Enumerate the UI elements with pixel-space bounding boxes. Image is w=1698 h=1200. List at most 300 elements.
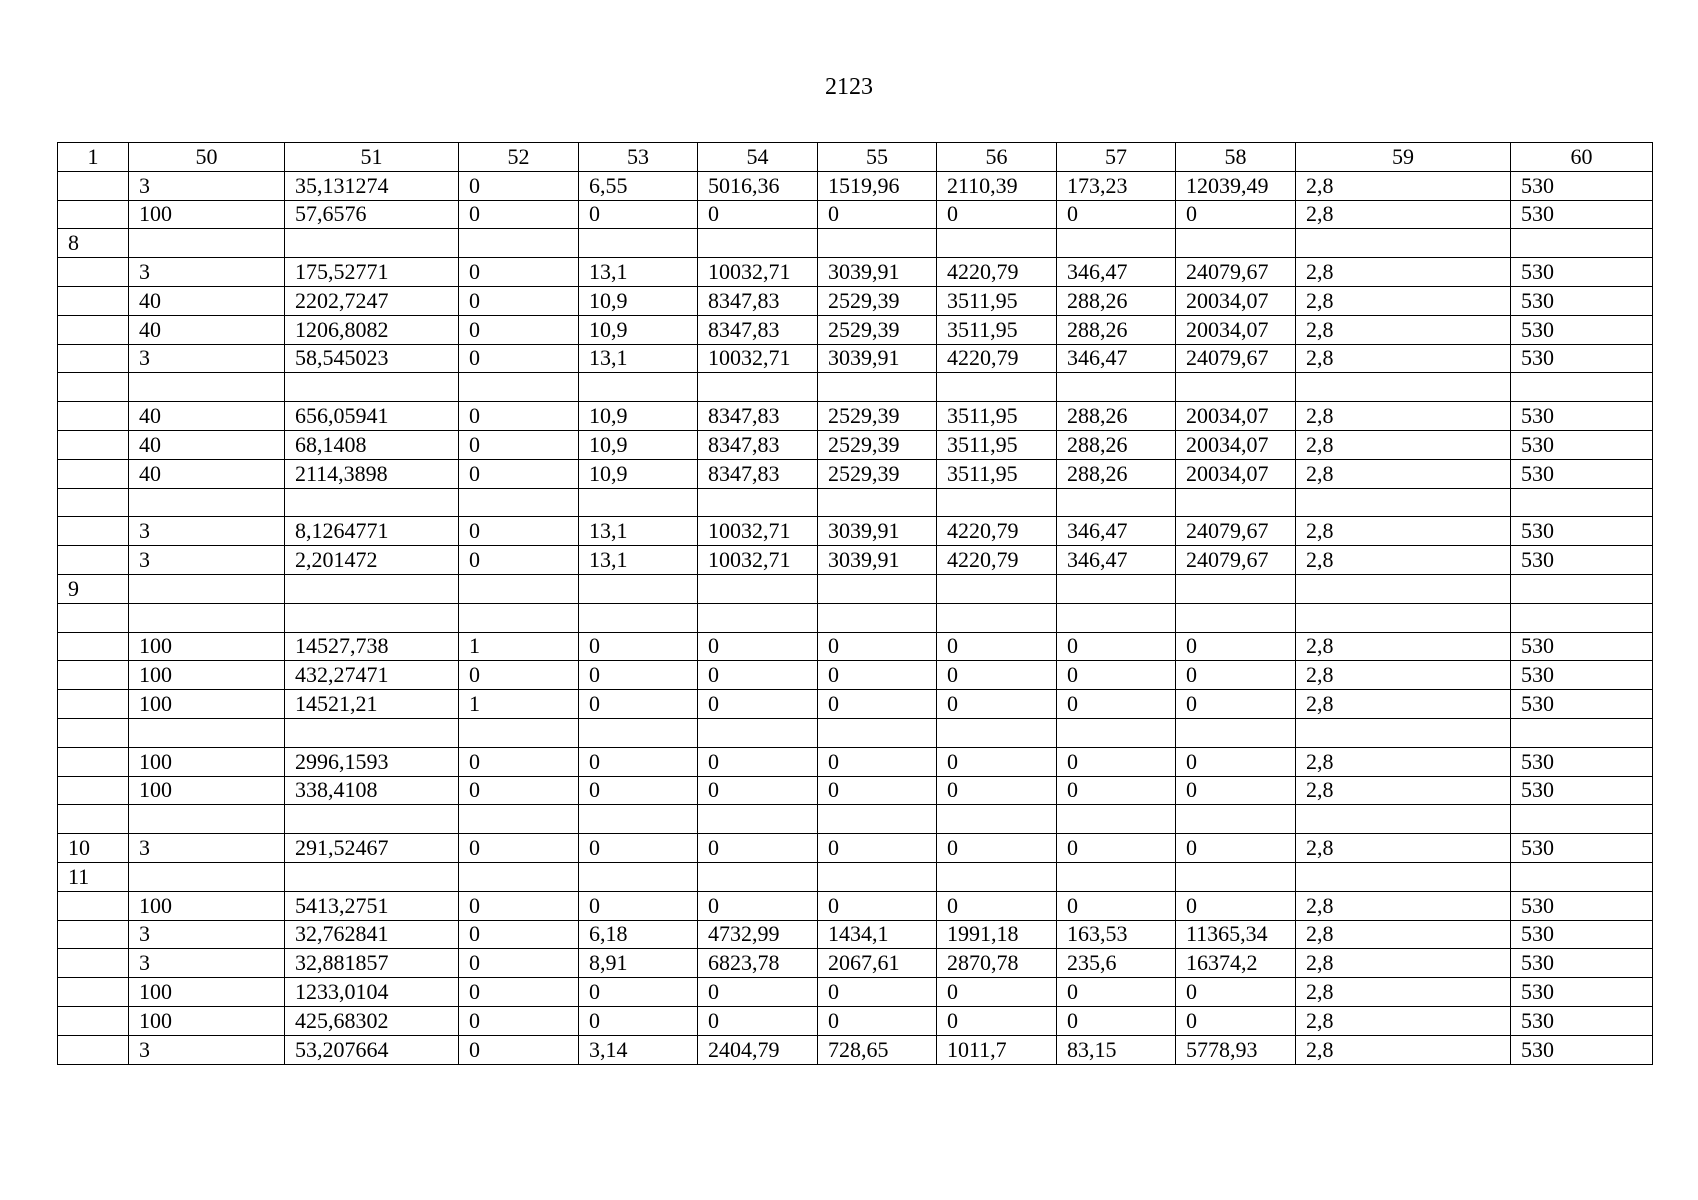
table-cell	[58, 1006, 129, 1035]
table-cell: 530	[1511, 776, 1653, 805]
table-cell	[818, 488, 937, 517]
table-cell: 0	[937, 1006, 1057, 1035]
table-cell: 3511,95	[937, 459, 1057, 488]
table-cell: 0	[698, 891, 818, 920]
table-cell: 0	[459, 517, 579, 546]
table-cell: 13,1	[579, 546, 698, 575]
table-cell: 530	[1511, 1035, 1653, 1064]
table-row	[58, 286, 1653, 315]
table-cell	[58, 517, 129, 546]
table-cell	[1057, 862, 1176, 891]
table-row	[58, 632, 1653, 661]
table-cell	[459, 862, 579, 891]
table-cell	[129, 718, 285, 747]
table-cell: 0	[459, 776, 579, 805]
table-cell: 0	[1176, 632, 1296, 661]
table-cell	[1296, 603, 1511, 632]
table-cell: 8	[58, 229, 129, 258]
table-cell: 0	[698, 661, 818, 690]
table-cell: 3	[129, 344, 285, 373]
table-cell: 1991,18	[937, 920, 1057, 949]
table-cell: 0	[579, 776, 698, 805]
table-cell	[1176, 574, 1296, 603]
table-cell	[58, 661, 129, 690]
table-cell: 100	[129, 891, 285, 920]
table-cell: 0	[459, 459, 579, 488]
table-cell: 5016,36	[698, 171, 818, 200]
table-cell	[937, 574, 1057, 603]
table-cell: 20034,07	[1176, 286, 1296, 315]
table-cell: 2,8	[1296, 834, 1511, 863]
table-cell: 0	[698, 776, 818, 805]
table-cell: 3511,95	[937, 286, 1057, 315]
table-cell: 2,8	[1296, 546, 1511, 575]
table-cell: 8,1264771	[285, 517, 459, 546]
table-cell: 530	[1511, 834, 1653, 863]
table-cell	[58, 920, 129, 949]
table-cell	[937, 488, 1057, 517]
table-cell: 2529,39	[818, 430, 937, 459]
table-cell	[285, 862, 459, 891]
table-cell: 100	[129, 776, 285, 805]
table-cell: 530	[1511, 286, 1653, 315]
table-cell	[459, 718, 579, 747]
table-cell: 10032,71	[698, 258, 818, 287]
table-cell: 346,47	[1057, 344, 1176, 373]
table-cell: 0	[459, 402, 579, 431]
table-cell: 1519,96	[818, 171, 937, 200]
table-cell: 0	[937, 200, 1057, 229]
table-cell: 346,47	[1057, 258, 1176, 287]
table-cell	[579, 805, 698, 834]
table-cell: 0	[698, 200, 818, 229]
table-cell	[818, 603, 937, 632]
table-cell	[818, 373, 937, 402]
table-row	[58, 171, 1653, 200]
table-cell	[1296, 229, 1511, 258]
table-cell: 0	[1057, 978, 1176, 1007]
table-cell	[818, 862, 937, 891]
table-cell: 173,23	[1057, 171, 1176, 200]
table-cell	[58, 978, 129, 1007]
table-cell: 3	[129, 171, 285, 200]
table-cell: 8347,83	[698, 430, 818, 459]
table-cell: 4220,79	[937, 517, 1057, 546]
table-cell: 530	[1511, 517, 1653, 546]
table-cell: 24079,67	[1176, 344, 1296, 373]
table-cell: 68,1408	[285, 430, 459, 459]
table-cell	[58, 949, 129, 978]
table-cell	[129, 603, 285, 632]
table-cell: 8347,83	[698, 286, 818, 315]
table-cell: 0	[579, 978, 698, 1007]
table-cell	[285, 574, 459, 603]
table-cell: 2404,79	[698, 1035, 818, 1064]
table-cell: 2,8	[1296, 978, 1511, 1007]
column-header: 57	[1057, 143, 1176, 172]
table-cell: 0	[579, 1006, 698, 1035]
table-cell	[129, 229, 285, 258]
table-cell: 100	[129, 632, 285, 661]
table-cell: 3511,95	[937, 402, 1057, 431]
table-cell: 0	[818, 776, 937, 805]
table-cell: 0	[1057, 776, 1176, 805]
table-cell	[1296, 373, 1511, 402]
table-cell: 13,1	[579, 517, 698, 546]
table-cell	[937, 229, 1057, 258]
table-row	[58, 1006, 1653, 1035]
table-cell: 3039,91	[818, 258, 937, 287]
table-cell	[1176, 229, 1296, 258]
column-header: 50	[129, 143, 285, 172]
table-cell: 0	[1057, 200, 1176, 229]
table-row	[58, 1035, 1653, 1064]
table-row	[58, 258, 1653, 287]
table-cell: 0	[459, 430, 579, 459]
table-cell: 0	[459, 315, 579, 344]
table-cell: 2114,3898	[285, 459, 459, 488]
table-header	[58, 143, 1653, 172]
table-cell	[58, 200, 129, 229]
table-cell: 530	[1511, 315, 1653, 344]
table-cell: 100	[129, 200, 285, 229]
table-cell: 3	[129, 834, 285, 863]
table-cell	[698, 373, 818, 402]
table-cell	[58, 1035, 129, 1064]
table-cell: 2,8	[1296, 402, 1511, 431]
table-cell: 0	[818, 891, 937, 920]
table-cell: 530	[1511, 891, 1653, 920]
table-cell: 0	[937, 891, 1057, 920]
table-cell: 10,9	[579, 315, 698, 344]
column-header: 51	[285, 143, 459, 172]
table-cell	[579, 603, 698, 632]
table-cell	[58, 258, 129, 287]
table-cell: 2996,1593	[285, 747, 459, 776]
table-cell: 0	[459, 258, 579, 287]
table-cell: 35,131274	[285, 171, 459, 200]
table-cell: 530	[1511, 546, 1653, 575]
table-cell: 0	[1176, 1006, 1296, 1035]
table-cell: 2,8	[1296, 661, 1511, 690]
table-cell: 0	[459, 949, 579, 978]
table-cell	[698, 574, 818, 603]
table-cell: 291,52467	[285, 834, 459, 863]
table-cell: 2067,61	[818, 949, 937, 978]
table-row	[58, 718, 1653, 747]
table-cell	[579, 718, 698, 747]
table-cell: 530	[1511, 949, 1653, 978]
table-cell: 6,55	[579, 171, 698, 200]
table-cell: 14521,21	[285, 690, 459, 719]
table-row	[58, 920, 1653, 949]
table-cell: 5413,2751	[285, 891, 459, 920]
table-cell	[58, 171, 129, 200]
table-cell: 24079,67	[1176, 258, 1296, 287]
table-cell	[1511, 718, 1653, 747]
data-table	[57, 142, 1653, 1065]
table-cell: 2870,78	[937, 949, 1057, 978]
table-cell: 10,9	[579, 402, 698, 431]
table-cell	[1511, 488, 1653, 517]
table-cell: 2,8	[1296, 776, 1511, 805]
table-cell	[58, 488, 129, 517]
table-cell: 0	[937, 834, 1057, 863]
table-row	[58, 805, 1653, 834]
table-cell	[1176, 373, 1296, 402]
table-cell: 8,91	[579, 949, 698, 978]
table-cell: 0	[1176, 661, 1296, 690]
table-cell: 10032,71	[698, 344, 818, 373]
table-cell	[1511, 229, 1653, 258]
table-cell: 3,14	[579, 1035, 698, 1064]
table-cell	[58, 632, 129, 661]
table-cell	[818, 805, 937, 834]
table-cell	[285, 805, 459, 834]
table-cell	[1057, 603, 1176, 632]
table-cell: 3039,91	[818, 517, 937, 546]
table-cell: 3039,91	[818, 344, 937, 373]
table-cell	[818, 229, 937, 258]
table-cell	[937, 373, 1057, 402]
table-cell: 0	[459, 171, 579, 200]
table-cell: 53,207664	[285, 1035, 459, 1064]
table-cell	[579, 373, 698, 402]
table-cell: 16374,2	[1176, 949, 1296, 978]
table-row	[58, 661, 1653, 690]
table-cell: 288,26	[1057, 430, 1176, 459]
column-header: 54	[698, 143, 818, 172]
table-cell: 8347,83	[698, 459, 818, 488]
table-cell: 0	[1057, 632, 1176, 661]
table-cell	[579, 574, 698, 603]
table-cell: 1206,8082	[285, 315, 459, 344]
table-cell: 2,8	[1296, 258, 1511, 287]
column-header: 1	[58, 143, 129, 172]
table-cell	[579, 488, 698, 517]
table-cell: 2529,39	[818, 402, 937, 431]
table-cell	[1176, 718, 1296, 747]
table-cell	[129, 805, 285, 834]
table-cell: 0	[937, 690, 1057, 719]
table-cell: 40	[129, 459, 285, 488]
table-cell	[129, 373, 285, 402]
table-cell: 0	[459, 286, 579, 315]
table-cell: 32,762841	[285, 920, 459, 949]
table-cell	[1296, 718, 1511, 747]
table-cell: 0	[579, 891, 698, 920]
column-header: 60	[1511, 143, 1653, 172]
table-cell: 0	[459, 661, 579, 690]
table-row	[58, 978, 1653, 1007]
table-cell: 2529,39	[818, 286, 937, 315]
table-row	[58, 747, 1653, 776]
table-cell	[1511, 862, 1653, 891]
table-cell: 13,1	[579, 258, 698, 287]
table-cell: 83,15	[1057, 1035, 1176, 1064]
table-cell: 0	[1176, 891, 1296, 920]
table-cell	[459, 805, 579, 834]
column-header: 52	[459, 143, 579, 172]
table-cell	[58, 459, 129, 488]
table-cell: 0	[1057, 834, 1176, 863]
table-cell: 2,201472	[285, 546, 459, 575]
table-cell: 58,545023	[285, 344, 459, 373]
table-cell: 10032,71	[698, 546, 818, 575]
table-cell	[1057, 373, 1176, 402]
table-cell	[1057, 488, 1176, 517]
table-cell	[1057, 229, 1176, 258]
table-cell: 100	[129, 978, 285, 1007]
table-cell: 40	[129, 286, 285, 315]
table-cell: 20034,07	[1176, 402, 1296, 431]
table-row	[58, 373, 1653, 402]
table-cell: 530	[1511, 402, 1653, 431]
table-cell	[58, 430, 129, 459]
table-cell: 0	[579, 834, 698, 863]
table-cell: 530	[1511, 690, 1653, 719]
table-cell: 530	[1511, 344, 1653, 373]
table-cell: 40	[129, 315, 285, 344]
table-row	[58, 315, 1653, 344]
table-cell: 0	[459, 1035, 579, 1064]
table-cell: 0	[937, 776, 1057, 805]
table-cell: 0	[818, 690, 937, 719]
table-row	[58, 776, 1653, 805]
table-cell: 0	[459, 747, 579, 776]
table-cell: 3511,95	[937, 430, 1057, 459]
table-cell	[58, 891, 129, 920]
table-cell	[1176, 488, 1296, 517]
table-cell: 10	[58, 834, 129, 863]
table-cell: 8347,83	[698, 315, 818, 344]
table-cell: 288,26	[1057, 286, 1176, 315]
table-cell	[285, 603, 459, 632]
table-cell	[459, 488, 579, 517]
table-cell: 1	[459, 690, 579, 719]
table-cell: 0	[1057, 690, 1176, 719]
table-cell: 163,53	[1057, 920, 1176, 949]
table-cell: 0	[579, 747, 698, 776]
table-row	[58, 834, 1653, 863]
table-cell	[818, 718, 937, 747]
table-cell: 2,8	[1296, 200, 1511, 229]
table-cell: 0	[698, 632, 818, 661]
page-number: 2123	[825, 74, 873, 100]
table-cell: 3	[129, 1035, 285, 1064]
table-cell	[1057, 718, 1176, 747]
table-cell: 2,8	[1296, 517, 1511, 546]
table-cell: 0	[579, 200, 698, 229]
table-cell: 288,26	[1057, 402, 1176, 431]
table-cell: 20034,07	[1176, 430, 1296, 459]
table-cell: 0	[1057, 1006, 1176, 1035]
table-cell: 3	[129, 258, 285, 287]
table-row	[58, 200, 1653, 229]
table-cell: 0	[579, 632, 698, 661]
table-cell: 530	[1511, 430, 1653, 459]
table-cell: 530	[1511, 978, 1653, 1007]
table-cell	[58, 344, 129, 373]
table-cell: 2,8	[1296, 891, 1511, 920]
column-header: 56	[937, 143, 1057, 172]
table-cell: 2,8	[1296, 315, 1511, 344]
table-cell: 24079,67	[1176, 517, 1296, 546]
table-cell	[129, 488, 285, 517]
table-cell: 10,9	[579, 430, 698, 459]
table-cell	[285, 718, 459, 747]
table-cell: 4220,79	[937, 258, 1057, 287]
table-cell: 530	[1511, 1006, 1653, 1035]
table-cell	[579, 862, 698, 891]
table-cell	[818, 574, 937, 603]
table-cell: 235,6	[1057, 949, 1176, 978]
table-row	[58, 574, 1653, 603]
table-cell: 0	[698, 1006, 818, 1035]
table-cell: 288,26	[1057, 459, 1176, 488]
table-cell	[698, 718, 818, 747]
table-row	[58, 402, 1653, 431]
table-cell: 346,47	[1057, 546, 1176, 575]
table-cell: 530	[1511, 258, 1653, 287]
table-cell: 0	[1176, 776, 1296, 805]
table-cell	[129, 862, 285, 891]
table-cell: 0	[1057, 661, 1176, 690]
table-cell: 0	[459, 344, 579, 373]
table-cell	[285, 488, 459, 517]
header-row	[58, 143, 1653, 172]
table-cell: 530	[1511, 632, 1653, 661]
table-cell	[58, 315, 129, 344]
table-cell	[1296, 488, 1511, 517]
table-body	[58, 171, 1653, 1064]
table-cell: 6,18	[579, 920, 698, 949]
table-cell	[1511, 805, 1653, 834]
table-cell: 11365,34	[1176, 920, 1296, 949]
table-row	[58, 430, 1653, 459]
column-header: 59	[1296, 143, 1511, 172]
table-cell: 0	[937, 632, 1057, 661]
table-cell: 40	[129, 402, 285, 431]
table-cell: 20034,07	[1176, 459, 1296, 488]
table-cell	[1511, 574, 1653, 603]
table-cell: 2,8	[1296, 632, 1511, 661]
table-row	[58, 891, 1653, 920]
table-cell: 100	[129, 661, 285, 690]
table-cell: 2,8	[1296, 286, 1511, 315]
table-cell: 3	[129, 546, 285, 575]
table-cell: 2,8	[1296, 1035, 1511, 1064]
table-cell	[459, 603, 579, 632]
table-cell: 8347,83	[698, 402, 818, 431]
table-cell: 425,68302	[285, 1006, 459, 1035]
table-cell: 2529,39	[818, 459, 937, 488]
table-cell: 100	[129, 1006, 285, 1035]
table-cell: 5778,93	[1176, 1035, 1296, 1064]
table-cell: 1233,0104	[285, 978, 459, 1007]
table-cell: 10,9	[579, 286, 698, 315]
table-row	[58, 229, 1653, 258]
table-row	[58, 488, 1653, 517]
table-cell	[459, 229, 579, 258]
table-cell: 2,8	[1296, 747, 1511, 776]
table-cell: 4732,99	[698, 920, 818, 949]
table-cell: 0	[459, 200, 579, 229]
table-cell: 0	[459, 1006, 579, 1035]
table-cell	[698, 488, 818, 517]
table-cell: 0	[818, 661, 937, 690]
column-header: 58	[1176, 143, 1296, 172]
